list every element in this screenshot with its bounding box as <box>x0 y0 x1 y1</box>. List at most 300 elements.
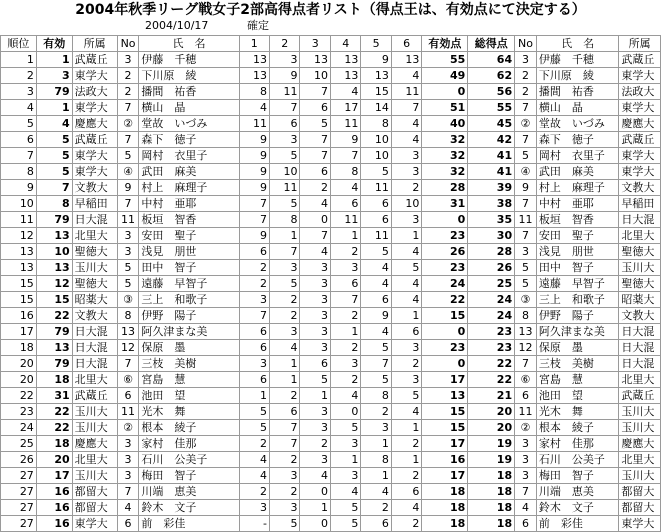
cell-game-2: 9 <box>270 68 300 84</box>
cell-game-6: 7 <box>391 100 421 116</box>
cell-total-points: 19 <box>468 452 515 468</box>
table-row <box>1 212 661 228</box>
cell-rank: 16 <box>1 308 37 324</box>
cell-game-2: 1 <box>270 372 300 388</box>
cell-game-5: 7 <box>361 356 391 372</box>
cell-game-3: 3 <box>300 308 330 324</box>
cell-name: 梅田 智子 <box>139 468 239 484</box>
cell-valid-rank: 1 <box>36 52 72 68</box>
cell-game-4: 2 <box>330 372 360 388</box>
cell-number-2: 7 <box>515 356 537 372</box>
cell-number-2: 4 <box>515 500 537 516</box>
header-game-1: 1 <box>239 36 269 52</box>
cell-number: 2 <box>117 84 139 100</box>
cell-valid-rank: 8 <box>36 196 72 212</box>
cell-number-2: 3 <box>515 452 537 468</box>
cell-valid-rank: 31 <box>36 388 72 404</box>
cell-team-2: 慶應大 <box>619 116 661 132</box>
cell-team-2: 文教大 <box>619 308 661 324</box>
cell-game-5: 6 <box>361 196 391 212</box>
cell-game-3: 7 <box>300 84 330 100</box>
cell-game-6: 3 <box>391 148 421 164</box>
cell-game-5: 10 <box>361 148 391 164</box>
cell-team-2: 文教大 <box>619 180 661 196</box>
cell-game-4: 17 <box>330 100 360 116</box>
cell-game-4: 0 <box>330 404 360 420</box>
cell-name-2: 浅見 朋世 <box>536 244 618 260</box>
cell-game-3: 3 <box>300 324 330 340</box>
cell-game-1: 6 <box>239 372 269 388</box>
cell-team: 法政大 <box>72 84 117 100</box>
cell-team: 北里大 <box>72 372 117 388</box>
cell-name-2: 阿久津まな美 <box>536 324 618 340</box>
cell-team-2: 武蔵丘 <box>619 388 661 404</box>
cell-game-1: 13 <box>239 68 269 84</box>
cell-game-2: 2 <box>270 308 300 324</box>
cell-game-4: 2 <box>330 340 360 356</box>
cell-game-1: 1 <box>239 388 269 404</box>
scorer-table <box>0 35 661 532</box>
cell-team: 東学大 <box>72 100 117 116</box>
status-label: 確定 <box>247 19 269 32</box>
cell-game-2: 6 <box>270 404 300 420</box>
cell-game-3: 7 <box>300 132 330 148</box>
cell-game-3: 5 <box>300 116 330 132</box>
cell-rank: 18 <box>1 340 37 356</box>
cell-game-2: 5 <box>270 516 300 532</box>
cell-game-5: 9 <box>361 52 391 68</box>
cell-game-1: 9 <box>239 164 269 180</box>
cell-rank: 10 <box>1 196 37 212</box>
cell-game-4: 1 <box>330 228 360 244</box>
cell-game-2: 10 <box>270 164 300 180</box>
cell-team: 聖徳大 <box>72 276 117 292</box>
cell-valid-rank: 79 <box>36 212 72 228</box>
cell-game-1: 2 <box>239 484 269 500</box>
cell-game-4: 5 <box>330 420 360 436</box>
cell-game-4: 3 <box>330 436 360 452</box>
cell-team: 日大混 <box>72 340 117 356</box>
cell-team: 東学大 <box>72 516 117 532</box>
cell-game-5: 9 <box>361 308 391 324</box>
cell-number-2: ② <box>515 420 537 436</box>
header-team-2: 所属 <box>619 36 661 52</box>
cell-name: 播間 祐香 <box>139 84 239 100</box>
cell-number: ② <box>117 116 139 132</box>
cell-game-2: 3 <box>270 324 300 340</box>
cell-name: 武田 麻美 <box>139 164 239 180</box>
cell-team-2: 東学大 <box>619 516 661 532</box>
cell-total-points: 18 <box>468 468 515 484</box>
cell-team: 慶應大 <box>72 436 117 452</box>
cell-game-2: 7 <box>270 420 300 436</box>
cell-team-2: 聖徳大 <box>619 276 661 292</box>
cell-game-5: 2 <box>361 500 391 516</box>
cell-valid-rank: 16 <box>36 484 72 500</box>
cell-name: 鈴木 文子 <box>139 500 239 516</box>
cell-game-6: 4 <box>391 404 421 420</box>
cell-game-6: 4 <box>391 116 421 132</box>
cell-game-5: 8 <box>361 452 391 468</box>
cell-team-2: 日大混 <box>619 212 661 228</box>
cell-game-4: 4 <box>330 84 360 100</box>
cell-game-5: 11 <box>361 180 391 196</box>
cell-valid-points: 16 <box>422 452 468 468</box>
cell-valid-points: 13 <box>422 388 468 404</box>
table-row <box>1 372 661 388</box>
cell-total-points: 20 <box>468 420 515 436</box>
cell-number: 7 <box>117 100 139 116</box>
cell-name: 中村 亜耶 <box>139 196 239 212</box>
cell-game-4: 6 <box>330 196 360 212</box>
cell-valid-rank: 16 <box>36 500 72 516</box>
cell-team: 武蔵丘 <box>72 388 117 404</box>
cell-valid-rank: 10 <box>36 244 72 260</box>
cell-game-6: 2 <box>391 180 421 196</box>
cell-number-2: 5 <box>515 260 537 276</box>
cell-game-6: 11 <box>391 84 421 100</box>
cell-rank: 20 <box>1 372 37 388</box>
cell-number: 11 <box>117 404 139 420</box>
cell-game-1: 5 <box>239 420 269 436</box>
cell-valid-points: 55 <box>422 52 468 68</box>
cell-game-4: 5 <box>330 500 360 516</box>
cell-game-1: 3 <box>239 292 269 308</box>
cell-name-2: 村上 麻理子 <box>536 180 618 196</box>
cell-name-2: 根本 綾子 <box>536 420 618 436</box>
cell-valid-points: 26 <box>422 244 468 260</box>
cell-total-points: 22 <box>468 356 515 372</box>
cell-name: 保原 墨 <box>139 340 239 356</box>
cell-team: 東学大 <box>72 164 117 180</box>
cell-team: 文教大 <box>72 180 117 196</box>
cell-name-2: 岡村 衣里子 <box>536 148 618 164</box>
cell-game-1: 4 <box>239 452 269 468</box>
header-name: 氏 名 <box>139 36 239 52</box>
cell-game-2: 3 <box>270 260 300 276</box>
cell-name-2: 播間 祐香 <box>536 84 618 100</box>
cell-game-6: 2 <box>391 516 421 532</box>
cell-rank: 4 <box>1 100 37 116</box>
cell-game-6: 3 <box>391 372 421 388</box>
cell-game-2: 8 <box>270 212 300 228</box>
cell-name-2: 武田 麻美 <box>536 164 618 180</box>
cell-valid-points: 15 <box>422 308 468 324</box>
cell-name-2: 池田 望 <box>536 388 618 404</box>
cell-total-points: 22 <box>468 372 515 388</box>
cell-game-5: 6 <box>361 212 391 228</box>
cell-valid-points: 23 <box>422 340 468 356</box>
cell-name: 光木 舞 <box>139 404 239 420</box>
cell-name-2: 梅田 智子 <box>536 468 618 484</box>
cell-game-4: 6 <box>330 276 360 292</box>
cell-valid-rank: 79 <box>36 324 72 340</box>
cell-team-2: 東学大 <box>619 164 661 180</box>
header-rank: 順位 <box>1 36 37 52</box>
table-row <box>1 516 661 532</box>
cell-game-6: 4 <box>391 132 421 148</box>
cell-number-2: ⑥ <box>515 372 537 388</box>
cell-name: 田中 智子 <box>139 260 239 276</box>
cell-game-1: 9 <box>239 228 269 244</box>
cell-game-5: 4 <box>361 484 391 500</box>
cell-name-2: 家村 佳那 <box>536 436 618 452</box>
cell-total-points: 23 <box>468 324 515 340</box>
cell-rank: 9 <box>1 180 37 196</box>
cell-game-4: 9 <box>330 132 360 148</box>
cell-game-6: 4 <box>391 500 421 516</box>
cell-team-2: 東学大 <box>619 100 661 116</box>
table-row <box>1 484 661 500</box>
cell-team-2: 昭薬大 <box>619 292 661 308</box>
cell-number: 6 <box>117 388 139 404</box>
cell-game-6: 1 <box>391 308 421 324</box>
cell-game-4: 3 <box>330 356 360 372</box>
cell-valid-points: 22 <box>422 292 468 308</box>
cell-number: 7 <box>117 484 139 500</box>
cell-game-3: 3 <box>300 292 330 308</box>
cell-team-2: 玉川大 <box>619 404 661 420</box>
cell-game-3: 3 <box>300 276 330 292</box>
cell-number: 7 <box>117 132 139 148</box>
cell-game-4: 4 <box>330 484 360 500</box>
cell-number: 3 <box>117 244 139 260</box>
cell-total-points: 20 <box>468 404 515 420</box>
cell-team-2: 日大混 <box>619 324 661 340</box>
cell-game-2: 4 <box>270 340 300 356</box>
cell-number: ③ <box>117 292 139 308</box>
cell-name: 浅見 朋世 <box>139 244 239 260</box>
cell-rank: 23 <box>1 404 37 420</box>
cell-game-5: 1 <box>361 468 391 484</box>
cell-total-points: 26 <box>468 260 515 276</box>
cell-game-1: 3 <box>239 500 269 516</box>
table-row <box>1 420 661 436</box>
cell-rank: 11 <box>1 212 37 228</box>
cell-valid-rank: 22 <box>36 420 72 436</box>
cell-name: 下川原 綾 <box>139 68 239 84</box>
header-valid-rank: 有効 <box>36 36 72 52</box>
cell-team: 都留大 <box>72 500 117 516</box>
cell-number: 3 <box>117 452 139 468</box>
table-row <box>1 148 661 164</box>
cell-game-5: 5 <box>361 372 391 388</box>
cell-total-points: 19 <box>468 436 515 452</box>
cell-valid-rank: 5 <box>36 164 72 180</box>
cell-game-2: 2 <box>270 388 300 404</box>
cell-game-3: 10 <box>300 68 330 84</box>
table-row <box>1 388 661 404</box>
table-row <box>1 356 661 372</box>
cell-rank: 1 <box>1 52 37 68</box>
cell-rank: 15 <box>1 292 37 308</box>
cell-number-2: 12 <box>515 340 537 356</box>
cell-name: 横山 晶 <box>139 100 239 116</box>
table-row <box>1 340 661 356</box>
cell-number: 4 <box>117 500 139 516</box>
cell-valid-points: 18 <box>422 500 468 516</box>
cell-team-2: 北里大 <box>619 452 661 468</box>
cell-game-3: 3 <box>300 404 330 420</box>
cell-total-points: 25 <box>468 276 515 292</box>
cell-team-2: 都留大 <box>619 500 661 516</box>
cell-name-2: 保原 墨 <box>536 340 618 356</box>
cell-game-2: 7 <box>270 436 300 452</box>
cell-rank: 2 <box>1 68 37 84</box>
cell-valid-points: 15 <box>422 404 468 420</box>
cell-game-6: 13 <box>391 52 421 68</box>
cell-valid-points: 32 <box>422 148 468 164</box>
cell-rank: 20 <box>1 356 37 372</box>
cell-valid-rank: 13 <box>36 228 72 244</box>
cell-game-5: 6 <box>361 292 391 308</box>
cell-valid-points: 17 <box>422 468 468 484</box>
cell-number-2: 11 <box>515 212 537 228</box>
cell-game-2: 2 <box>270 292 300 308</box>
cell-game-4: 1 <box>330 452 360 468</box>
cell-rank: 17 <box>1 324 37 340</box>
cell-number-2: 8 <box>515 308 537 324</box>
cell-game-2: 11 <box>270 180 300 196</box>
cell-rank: 26 <box>1 452 37 468</box>
cell-valid-rank: 17 <box>36 468 72 484</box>
cell-valid-points: 24 <box>422 276 468 292</box>
cell-valid-rank: 1 <box>36 100 72 116</box>
cell-team: 北里大 <box>72 228 117 244</box>
table-row <box>1 260 661 276</box>
cell-game-5: 5 <box>361 340 391 356</box>
cell-number-2: 3 <box>515 436 537 452</box>
table-row <box>1 100 661 116</box>
cell-game-3: 3 <box>300 260 330 276</box>
cell-rank: 13 <box>1 260 37 276</box>
cell-game-3: 3 <box>300 420 330 436</box>
table-row <box>1 180 661 196</box>
cell-valid-points: 17 <box>422 372 468 388</box>
cell-team-2: 聖徳大 <box>619 244 661 260</box>
cell-name: 池田 望 <box>139 388 239 404</box>
cell-name-2: 三上 和歌子 <box>536 292 618 308</box>
cell-team-2: 北里大 <box>619 228 661 244</box>
cell-game-6: 2 <box>391 356 421 372</box>
cell-game-2: 2 <box>270 452 300 468</box>
cell-game-4: 7 <box>330 148 360 164</box>
cell-game-4: 13 <box>330 52 360 68</box>
cell-number-2: ④ <box>515 164 537 180</box>
cell-game-5: 5 <box>361 164 391 180</box>
cell-name: 伊野 陽子 <box>139 308 239 324</box>
cell-team-2: 東学大 <box>619 148 661 164</box>
cell-team: 慶應大 <box>72 116 117 132</box>
cell-team-2: 法政大 <box>619 84 661 100</box>
cell-valid-rank: 13 <box>36 340 72 356</box>
cell-name-2: 下川原 綾 <box>536 68 618 84</box>
cell-game-3: 7 <box>300 228 330 244</box>
cell-game-4: 4 <box>330 180 360 196</box>
cell-game-1: 9 <box>239 132 269 148</box>
cell-number-2: ② <box>515 116 537 132</box>
cell-game-4: 3 <box>330 468 360 484</box>
cell-game-3: 0 <box>300 484 330 500</box>
cell-valid-points: 23 <box>422 228 468 244</box>
cell-valid-points: 0 <box>422 356 468 372</box>
cell-game-4: 3 <box>330 260 360 276</box>
cell-game-6: 1 <box>391 228 421 244</box>
cell-name-2: 宮島 慧 <box>536 372 618 388</box>
table-row <box>1 196 661 212</box>
cell-team: 日大混 <box>72 324 117 340</box>
cell-game-3: 13 <box>300 52 330 68</box>
table-row <box>1 452 661 468</box>
cell-number-2: 9 <box>515 180 537 196</box>
cell-name-2: 伊野 陽子 <box>536 308 618 324</box>
cell-valid-points: 0 <box>422 324 468 340</box>
cell-number: 13 <box>117 324 139 340</box>
cell-name-2: 石川 公美子 <box>536 452 618 468</box>
cell-rank: 3 <box>1 84 37 100</box>
cell-team: 武蔵丘 <box>72 52 117 68</box>
cell-game-1: 2 <box>239 436 269 452</box>
cell-name-2: 田中 智子 <box>536 260 618 276</box>
cell-game-4: 7 <box>330 292 360 308</box>
cell-name-2: 遠藤 早智子 <box>536 276 618 292</box>
cell-team: 東学大 <box>72 148 117 164</box>
cell-game-6: 6 <box>391 324 421 340</box>
cell-game-3: 6 <box>300 356 330 372</box>
cell-team: 玉川大 <box>72 468 117 484</box>
table-row <box>1 116 661 132</box>
cell-game-5: 15 <box>361 84 391 100</box>
cell-rank: 25 <box>1 436 37 452</box>
cell-number-2: 7 <box>515 196 537 212</box>
cell-game-2: 5 <box>270 276 300 292</box>
cell-game-2: 6 <box>270 116 300 132</box>
cell-valid-rank: 18 <box>36 436 72 452</box>
cell-total-points: 18 <box>468 516 515 532</box>
cell-team: 玉川大 <box>72 404 117 420</box>
cell-game-3: 4 <box>300 196 330 212</box>
cell-game-5: 14 <box>361 100 391 116</box>
table-row <box>1 324 661 340</box>
cell-game-3: 4 <box>300 468 330 484</box>
cell-game-1: 8 <box>239 84 269 100</box>
cell-team: 玉川大 <box>72 260 117 276</box>
cell-name: 村上 麻理子 <box>139 180 239 196</box>
cell-total-points: 62 <box>468 68 515 84</box>
cell-game-1: 5 <box>239 404 269 420</box>
cell-valid-points: 15 <box>422 420 468 436</box>
cell-rank: 6 <box>1 132 37 148</box>
cell-name: 阿久津まな美 <box>139 324 239 340</box>
cell-number-2: 3 <box>515 244 537 260</box>
cell-valid-points: 51 <box>422 100 468 116</box>
cell-game-6: 10 <box>391 196 421 212</box>
cell-team: 武蔵丘 <box>72 132 117 148</box>
cell-number-2: 6 <box>515 388 537 404</box>
cell-game-4: 5 <box>330 516 360 532</box>
table-row <box>1 500 661 516</box>
cell-game-3: 0 <box>300 516 330 532</box>
cell-name: 板垣 智香 <box>139 212 239 228</box>
header-number: No <box>117 36 139 52</box>
cell-game-1: 6 <box>239 340 269 356</box>
table-row <box>1 276 661 292</box>
cell-game-1: 4 <box>239 100 269 116</box>
table-row <box>1 436 661 452</box>
cell-game-1: 4 <box>239 468 269 484</box>
header-name-2: 氏 名 <box>536 36 618 52</box>
cell-team: 日大混 <box>72 356 117 372</box>
